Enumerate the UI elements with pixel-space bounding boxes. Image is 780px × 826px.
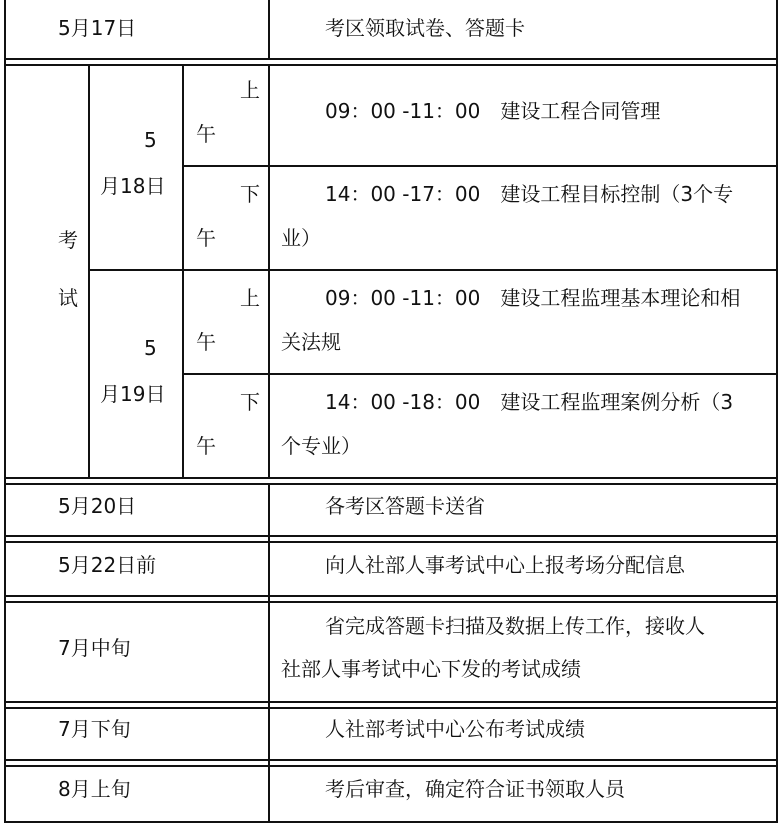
- event-cell-jul-late: 人社部考试中心公布考试成绩: [325, 717, 585, 741]
- event-cell-0520: 各考区答题卡送省: [325, 494, 485, 518]
- rule: [4, 701, 778, 703]
- event-cell-0519-am: 09：00 -11：00 建设工程监理基本理论和相: [325, 286, 741, 310]
- session-pm-0519: 午: [196, 434, 216, 458]
- rule: [88, 64, 90, 479]
- session-am-0518: 午: [196, 122, 216, 146]
- session-pm-0518: 下: [240, 182, 260, 206]
- exam-label: 试: [58, 286, 78, 310]
- rule: [268, 0, 270, 60]
- date-cell-0518: 月18日: [100, 174, 166, 198]
- session-am-0519: 午: [196, 330, 216, 354]
- rule: [4, 541, 778, 543]
- rule: [270, 269, 778, 271]
- rule: [4, 601, 778, 603]
- date-cell-aug-early: 8月上旬: [58, 777, 131, 801]
- event-cell-jul-mid: 社部人事考试中心下发的考试成绩: [281, 657, 581, 681]
- rule: [4, 483, 778, 485]
- rule: [4, 707, 778, 709]
- event-cell-0518-pm: 业）: [281, 226, 321, 250]
- rule: [268, 483, 270, 823]
- exam-label: 考: [58, 228, 78, 252]
- event-cell-jul-mid: 省完成答题卡扫描及数据上传工作，接收人: [325, 614, 705, 638]
- rule: [90, 269, 184, 271]
- date-cell-0519: 月19日: [100, 382, 166, 406]
- event-cell-0519-pm: 14：00 -18：00 建设工程监理案例分析（3: [325, 390, 734, 414]
- date-cell-jul-mid: 7月中旬: [58, 636, 131, 660]
- event-cell-0519-am: 关法规: [281, 330, 341, 354]
- rule: [4, 535, 778, 537]
- event-cell-0522: 向人社部人事考试中心上报考场分配信息: [325, 553, 685, 577]
- event-cell-0517: 考区领取试卷、答题卡: [325, 16, 525, 40]
- rule: [4, 64, 778, 66]
- session-am-0519: 上: [240, 286, 260, 310]
- event-cell-0518-pm: 14：00 -17：00 建设工程目标控制（3个专: [325, 182, 734, 206]
- event-cell-aug-early: 考后审查，确定符合证书领取人员: [325, 777, 625, 801]
- rule: [4, 595, 778, 597]
- rule: [4, 821, 778, 823]
- rule: [184, 269, 268, 271]
- rule: [4, 765, 778, 767]
- rule: [776, 0, 778, 823]
- rule: [182, 64, 184, 479]
- session-pm-0519: 下: [240, 390, 260, 414]
- date-cell-0522: 5月22日前: [58, 553, 157, 577]
- rule: [4, 0, 6, 823]
- event-cell-0519-pm: 个专业）: [281, 434, 361, 458]
- date-cell-0517: 5月17日: [58, 16, 137, 40]
- rule: [270, 373, 778, 375]
- date-cell-jul-late: 7月下旬: [58, 717, 131, 741]
- rule: [270, 165, 778, 167]
- date-cell-0520: 5月20日: [58, 494, 137, 518]
- rule: [184, 373, 268, 375]
- rule: [4, 477, 778, 479]
- session-am-0518: 上: [240, 78, 260, 102]
- event-cell-0518-am: 09：00 -11：00 建设工程合同管理: [325, 99, 661, 123]
- rule: [4, 759, 778, 761]
- date-cell-0518: 5: [144, 128, 157, 152]
- session-pm-0518: 午: [196, 226, 216, 250]
- rule: [184, 165, 268, 167]
- rule: [4, 58, 778, 60]
- rule: [268, 64, 270, 479]
- date-cell-0519: 5: [144, 336, 157, 360]
